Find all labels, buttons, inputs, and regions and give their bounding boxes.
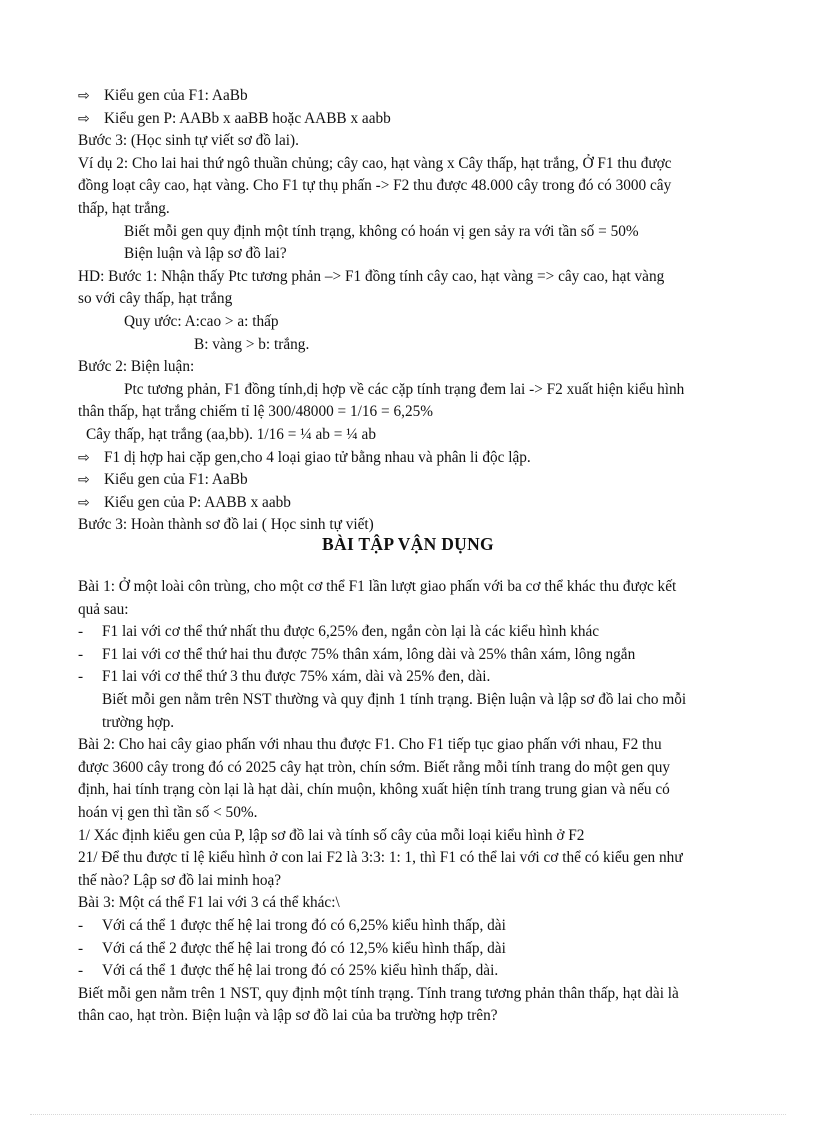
dash-bullet: - (78, 645, 84, 663)
arrow-item (78, 108, 756, 131)
text-line: Quy ước: A:cao > a: thấp (124, 312, 279, 330)
text-line: Bước 3: (Học sinh tự viết sơ đồ lai). (78, 132, 299, 150)
list-item (78, 621, 756, 644)
arrow-item (78, 447, 756, 470)
text-line: quả sau: (78, 600, 129, 618)
right-arrow-icon: ⇨ (78, 449, 90, 466)
list-item (78, 644, 756, 667)
text-line: thế nào? Lập sơ đồ lai minh hoạ? (78, 871, 282, 889)
list-item-text: Với cá thể 1 được thế hệ lai trong đó có 6,25% kiểu hình thấp, dài (102, 916, 506, 934)
text-line: Bài 2: Cho hai cây giao phấn với nhau thu được F1. Cho F1 tiếp tục giao phấn với nhau, F2 thu (78, 736, 662, 754)
list-item-text: F1 lai với cơ thể thứ 3 thu được 75% xám, dài và 25% đen, dài. (102, 668, 491, 686)
text-line: thân thấp, hạt trắng chiếm tỉ lệ 300/48000 = 1/16 = 6,25% (78, 403, 433, 421)
text-line: Cây thấp, hạt trắng (aa,bb). 1/16 = ¼ ab = ¼ ab (86, 425, 376, 443)
text-line: Bài 1: Ở một loài côn trùng, cho một cơ thể F1 lần lượt giao phấn với ba cơ thể khác thu được kết (78, 578, 677, 595)
example-section (78, 85, 756, 537)
text-line: được 3600 cây trong đó có 2025 cây hạt tròn, chín sớm. Biết rằng mỗi tính trang do một gen quy (78, 758, 671, 776)
list-item (78, 666, 756, 689)
text-line: trường hợp. (102, 713, 175, 731)
right-arrow-icon: ⇨ (78, 494, 90, 511)
text-line: B: vàng > b: trắng. (194, 335, 310, 353)
right-arrow-icon: ⇨ (78, 472, 90, 489)
text-line: đồng loạt cây cao, hạt vàng. Cho F1 tự thụ phấn -> F2 thu được 48.000 cây trong đó có 3000 cây (78, 177, 672, 195)
text-line: hoán vị gen thì tần số < 50%. (78, 803, 258, 821)
text-line: Ptc tương phản, F1 đồng tính,dị hợp về các cặp tính trạng đem lai -> F2 xuất hiện kiểu hình (124, 380, 685, 398)
list-item (78, 915, 756, 938)
list-item-text: F1 lai với cơ thể thứ nhất thu được 6,25% đen, ngắn còn lại là các kiểu hình khác (102, 623, 600, 641)
right-arrow-icon: ⇨ (78, 88, 90, 104)
text-line: thân cao, hạt tròn. Biện luận và lập sơ đồ lai của ba trường hợp trên? (78, 1007, 498, 1025)
list-item-text: Với cá thể 2 được thế hệ lai trong đó có 12,5% kiểu hình thấp, dài (102, 939, 506, 957)
dash-bullet: - (78, 916, 84, 934)
list-item (78, 960, 756, 983)
text-line: thấp, hạt trắng. (78, 199, 170, 217)
arrow-item-text: F1 dị hợp hai cặp gen,cho 4 loại giao tử bằng nhau và phân li độc lập. (104, 448, 531, 466)
arrow-item-text: Kiểu gen của P: AABB x aabb (104, 493, 291, 511)
text-line: Ví dụ 2: Cho lai hai thứ ngô thuần chủng; cây cao, hạt vàng x Cây thấp, hạt trắng, Ở F1 thu được (78, 154, 672, 172)
arrow-item-text: Kiểu gen P: AABb x aaBB hoặc AABB x aabb (104, 109, 391, 127)
dash-bullet: - (78, 962, 84, 980)
dash-bullet: - (78, 939, 84, 957)
text-line: Bước 2: Biện luận: (78, 358, 195, 376)
arrow-item (78, 469, 756, 492)
page-bottom-divider (30, 1114, 786, 1115)
right-arrow-icon: ⇨ (78, 110, 90, 127)
section-title: BÀI TẬP VẬN DỤNG (322, 534, 494, 554)
arrow-item (78, 85, 756, 108)
arrow-item-text: Kiểu gen của F1: AaBb (104, 87, 248, 104)
dash-bullet: - (78, 668, 84, 686)
list-item-text: F1 lai với cơ thể thứ hai thu được 75% thân xám, lông dài và 25% thân xám, lông ngắn (102, 645, 636, 663)
text-line: 21/ Để thu được tỉ lệ kiểu hình ở con lai F2 là 3:3: 1: 1, thì F1 có thể lai với cơ thể có kiểu gen như (78, 849, 683, 867)
text-line: 1/ Xác định kiểu gen của P, lập sơ đồ lai và tính số cây của mỗi loại kiểu hình ở F2 (78, 826, 585, 844)
arrow-item-text: Kiểu gen của F1: AaBb (104, 471, 248, 489)
list-item-text: Với cá thể 1 được thế hệ lai trong đó có 25% kiểu hình thấp, dài. (102, 962, 499, 980)
text-line: Biết mỗi gen nằm trên 1 NST, quy định một tính trạng. Tính trang tương phản thân thấp, hạt dài là (78, 984, 679, 1002)
exercise-section (78, 576, 756, 1028)
text-line: Bước 3: Hoàn thành sơ đồ lai ( Học sinh tự viết) (78, 516, 374, 534)
arrow-item (78, 492, 756, 515)
text-line: Biết mỗi gen quy định một tính trạng, không có hoán vị gen sảy ra với tần số = 50% (124, 222, 639, 240)
text-line: định, hai tính trạng còn lại là hạt dài, chín muộn, không xuất hiện tính trang trung gian và nếu có (78, 781, 670, 799)
text-line: so với cây thấp, hạt trắng (78, 290, 233, 308)
text-line: HD: Bước 1: Nhận thấy Ptc tương phản –> F1 đồng tính cây cao, hạt vàng => cây cao, hạt vàng (78, 267, 665, 285)
text-line: Bài 3: Một cá thể F1 lai với 3 cá thể khác:\ (78, 894, 340, 912)
text-line: Biết mỗi gen nằm trên NST thường và quy định 1 tính trạng. Biện luận và lập sơ đồ lai cho mỗi (102, 690, 687, 708)
list-item (78, 938, 756, 961)
text-line: Biện luận và lập sơ đồ lai? (124, 245, 287, 263)
dash-bullet: - (78, 623, 84, 641)
